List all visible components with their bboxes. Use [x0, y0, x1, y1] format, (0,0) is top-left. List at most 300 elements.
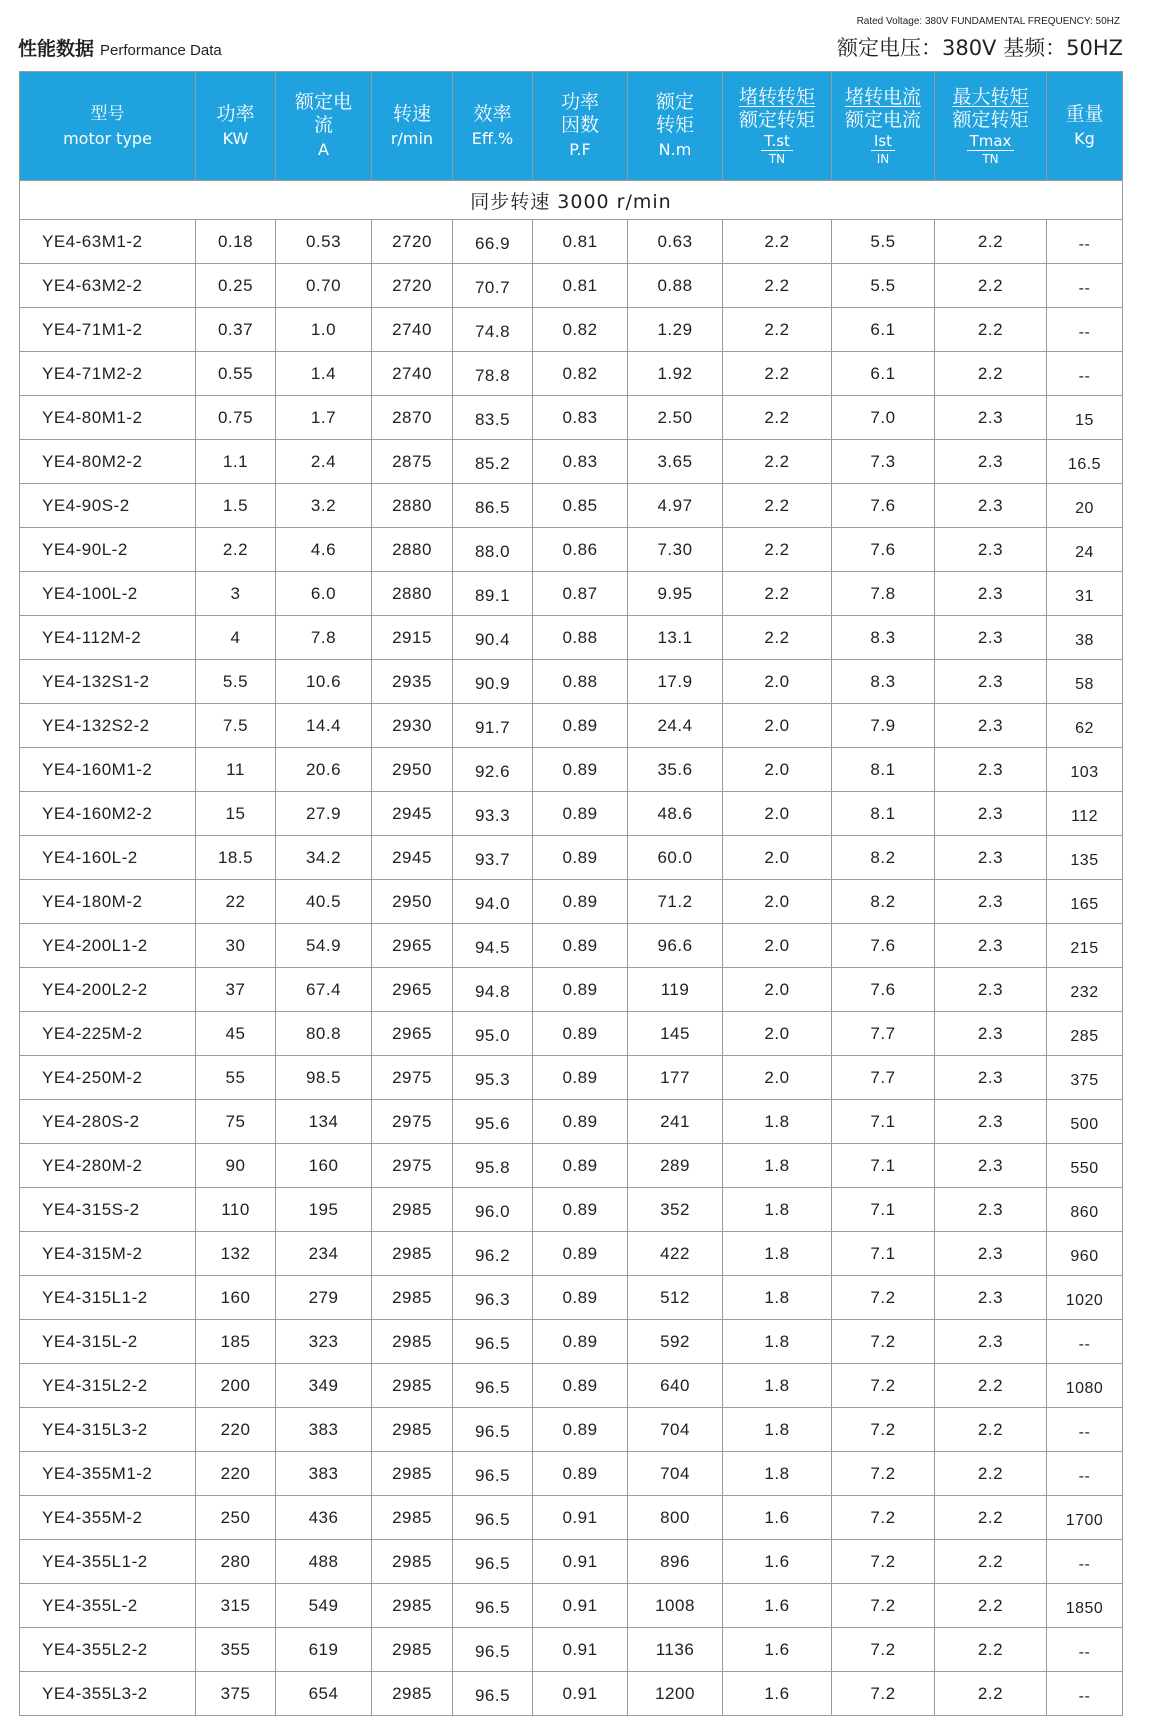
cell-tmax-ratio: 2.2 — [935, 1408, 1047, 1452]
cell-tst-ratio: 2.0 — [723, 748, 832, 792]
cell-power-factor: 0.89 — [533, 880, 628, 924]
cell-power: 90 — [196, 1144, 276, 1188]
cell-tst-ratio: 2.2 — [723, 352, 832, 396]
cell-model: YE4-315L3-2 — [20, 1408, 196, 1452]
cell-weight: 112 — [1047, 792, 1123, 836]
cell-tst-ratio: 1.6 — [723, 1496, 832, 1540]
cell-torque: 17.9 — [628, 660, 723, 704]
col-cn: 额定转矩 — [655, 91, 694, 136]
table-row — [20, 704, 1123, 748]
table-row — [20, 1276, 1123, 1320]
cell-weight: 285 — [1047, 1012, 1123, 1056]
cell-tst-ratio: 2.0 — [723, 792, 832, 836]
table-row — [20, 748, 1123, 792]
table-row — [20, 1012, 1123, 1056]
cell-tmax-ratio: 2.3 — [935, 440, 1047, 484]
table-row — [20, 880, 1123, 924]
table-row — [20, 1100, 1123, 1144]
cell-current: 383 — [276, 1452, 372, 1496]
cell-ist-ratio: 6.1 — [832, 352, 935, 396]
cell-tst-ratio: 2.0 — [723, 924, 832, 968]
cell-torque: 422 — [628, 1232, 723, 1276]
cell-power-factor: 0.89 — [533, 1056, 628, 1100]
cell-torque: 704 — [628, 1452, 723, 1496]
cell-torque: 512 — [628, 1276, 723, 1320]
cell-efficiency: 66.9 — [453, 220, 533, 264]
cell-weight: 1080 — [1047, 1364, 1123, 1408]
cell-power: 11 — [196, 748, 276, 792]
table-row — [20, 484, 1123, 528]
cell-power: 0.18 — [196, 220, 276, 264]
cell-tmax-ratio: 2.2 — [935, 1540, 1047, 1584]
cell-torque: 241 — [628, 1100, 723, 1144]
cell-model: YE4-100L-2 — [20, 572, 196, 616]
cell-weight: 860 — [1047, 1188, 1123, 1232]
cell-model: YE4-355L1-2 — [20, 1540, 196, 1584]
cell-power: 200 — [196, 1364, 276, 1408]
col-cn-top: 堵转转矩 — [738, 85, 815, 108]
cell-tmax-ratio: 2.3 — [935, 1144, 1047, 1188]
cell-model: YE4-225M-2 — [20, 1012, 196, 1056]
table-row — [20, 1540, 1123, 1584]
cell-efficiency: 83.5 — [453, 396, 533, 440]
cell-efficiency: 96.0 — [453, 1188, 533, 1232]
cell-ist-ratio: 5.5 — [832, 264, 935, 308]
cell-tst-ratio: 2.0 — [723, 704, 832, 748]
cell-torque: 0.63 — [628, 220, 723, 264]
cell-efficiency: 93.3 — [453, 792, 533, 836]
cell-tst-ratio: 2.2 — [723, 440, 832, 484]
cell-torque: 13.1 — [628, 616, 723, 660]
table-row — [20, 1628, 1123, 1672]
cell-tmax-ratio: 2.3 — [935, 1100, 1047, 1144]
cell-speed: 2985 — [372, 1408, 453, 1452]
cell-efficiency: 89.1 — [453, 572, 533, 616]
cell-weight: 550 — [1047, 1144, 1123, 1188]
cell-torque: 24.4 — [628, 704, 723, 748]
col-cn-top: 堵转电流 — [844, 85, 921, 108]
cell-efficiency: 70.7 — [453, 264, 533, 308]
cell-torque: 71.2 — [628, 880, 723, 924]
cell-torque: 119 — [628, 968, 723, 1012]
cell-speed: 2740 — [372, 308, 453, 352]
table-row — [20, 616, 1123, 660]
cell-speed: 2930 — [372, 704, 453, 748]
cell-speed: 2945 — [372, 836, 453, 880]
fraction-denominator: TN — [768, 151, 786, 166]
cell-speed: 2985 — [372, 1496, 453, 1540]
cell-current: 67.4 — [276, 968, 372, 1012]
cell-power: 220 — [196, 1452, 276, 1496]
table-row — [20, 572, 1123, 616]
cell-torque: 9.95 — [628, 572, 723, 616]
table-row — [20, 1496, 1123, 1540]
cell-power-factor: 0.85 — [533, 484, 628, 528]
cell-tst-ratio: 2.0 — [723, 660, 832, 704]
cell-ist-ratio: 7.8 — [832, 572, 935, 616]
cell-tst-ratio: 1.8 — [723, 1276, 832, 1320]
col-fraction — [761, 133, 793, 167]
cell-tst-ratio: 2.2 — [723, 308, 832, 352]
fraction-numerator: Tmax — [967, 133, 1015, 151]
cell-tst-ratio: 1.6 — [723, 1672, 832, 1716]
table-row — [20, 1452, 1123, 1496]
cell-current: 619 — [276, 1628, 372, 1672]
cell-speed: 2720 — [372, 220, 453, 264]
cell-model: YE4-90L-2 — [20, 528, 196, 572]
table-row — [20, 1408, 1123, 1452]
cell-current: 549 — [276, 1584, 372, 1628]
cell-current: 14.4 — [276, 704, 372, 748]
cell-model: YE4-80M2-2 — [20, 440, 196, 484]
cell-current: 1.0 — [276, 308, 372, 352]
cell-tst-ratio: 2.0 — [723, 1012, 832, 1056]
cell-torque: 35.6 — [628, 748, 723, 792]
cell-speed: 2985 — [372, 1628, 453, 1672]
cell-tmax-ratio: 2.2 — [935, 1672, 1047, 1716]
cell-power-factor: 0.89 — [533, 1408, 628, 1452]
cell-power-factor: 0.88 — [533, 660, 628, 704]
cell-current: 488 — [276, 1540, 372, 1584]
cell-power-factor: 0.82 — [533, 352, 628, 396]
cell-speed: 2935 — [372, 660, 453, 704]
col-locked-current-ratio — [832, 72, 935, 181]
cell-current: 436 — [276, 1496, 372, 1540]
cell-tst-ratio: 1.8 — [723, 1452, 832, 1496]
fraction-numerator: Ist — [871, 133, 895, 151]
cell-tmax-ratio: 2.3 — [935, 836, 1047, 880]
cell-ist-ratio: 7.1 — [832, 1188, 935, 1232]
cell-tmax-ratio: 2.2 — [935, 352, 1047, 396]
cell-speed: 2985 — [372, 1232, 453, 1276]
cell-speed: 2965 — [372, 924, 453, 968]
col-en: motor type — [63, 128, 152, 148]
cell-tmax-ratio: 2.3 — [935, 660, 1047, 704]
cell-ist-ratio: 8.3 — [832, 616, 935, 660]
cell-torque: 60.0 — [628, 836, 723, 880]
table-row — [20, 1188, 1123, 1232]
table-row — [20, 352, 1123, 396]
cell-ist-ratio: 6.1 — [832, 308, 935, 352]
cell-power: 0.55 — [196, 352, 276, 396]
cell-power-factor: 0.89 — [533, 1452, 628, 1496]
cell-tst-ratio: 1.6 — [723, 1540, 832, 1584]
cell-weight: 500 — [1047, 1100, 1123, 1144]
cell-power-factor: 0.89 — [533, 836, 628, 880]
col-en: KW — [222, 128, 249, 148]
cell-tmax-ratio: 2.3 — [935, 792, 1047, 836]
cell-ist-ratio: 7.1 — [832, 1232, 935, 1276]
cell-speed: 2985 — [372, 1452, 453, 1496]
cell-power: 55 — [196, 1056, 276, 1100]
cell-power: 375 — [196, 1672, 276, 1716]
cell-model: YE4-315M-2 — [20, 1232, 196, 1276]
cell-ist-ratio: 7.2 — [832, 1628, 935, 1672]
cell-tst-ratio: 1.8 — [723, 1408, 832, 1452]
cell-power-factor: 0.86 — [533, 528, 628, 572]
col-rated-torque — [628, 72, 723, 181]
cell-torque: 1008 — [628, 1584, 723, 1628]
cell-speed: 2985 — [372, 1188, 453, 1232]
col-speed — [372, 72, 453, 181]
col-weight — [1047, 72, 1123, 181]
cell-power: 45 — [196, 1012, 276, 1056]
table-row — [20, 836, 1123, 880]
table-row — [20, 1364, 1123, 1408]
cell-speed: 2965 — [372, 968, 453, 1012]
table-row — [20, 440, 1123, 484]
rated-info-cn: 额定电压：380V 基频：50HZ — [836, 36, 1123, 60]
table-row — [20, 1144, 1123, 1188]
cell-power-factor: 0.81 — [533, 264, 628, 308]
table-row — [20, 1056, 1123, 1100]
cell-efficiency: 95.6 — [453, 1100, 533, 1144]
cell-tmax-ratio: 2.3 — [935, 704, 1047, 748]
cell-tst-ratio: 2.2 — [723, 528, 832, 572]
cell-power-factor: 0.89 — [533, 1188, 628, 1232]
cell-tst-ratio: 1.8 — [723, 1320, 832, 1364]
cell-ist-ratio: 7.3 — [832, 440, 935, 484]
cell-tmax-ratio: 2.2 — [935, 264, 1047, 308]
cell-weight: 15 — [1047, 396, 1123, 440]
cell-weight: 20 — [1047, 484, 1123, 528]
cell-power: 1.5 — [196, 484, 276, 528]
cell-torque: 289 — [628, 1144, 723, 1188]
cell-model: YE4-80M1-2 — [20, 396, 196, 440]
cell-torque: 145 — [628, 1012, 723, 1056]
cell-efficiency: 96.5 — [453, 1364, 533, 1408]
cell-efficiency: 96.5 — [453, 1496, 533, 1540]
cell-model: YE4-112M-2 — [20, 616, 196, 660]
cell-tst-ratio: 1.6 — [723, 1628, 832, 1672]
cell-model: YE4-280M-2 — [20, 1144, 196, 1188]
cell-weight: -- — [1047, 1672, 1123, 1716]
cell-ist-ratio: 7.1 — [832, 1144, 935, 1188]
cell-efficiency: 95.0 — [453, 1012, 533, 1056]
cell-efficiency: 96.3 — [453, 1276, 533, 1320]
cell-power: 0.37 — [196, 308, 276, 352]
cell-model: YE4-355M-2 — [20, 1496, 196, 1540]
cell-current: 40.5 — [276, 880, 372, 924]
cell-power: 185 — [196, 1320, 276, 1364]
cell-current: 34.2 — [276, 836, 372, 880]
cell-current: 160 — [276, 1144, 372, 1188]
cell-torque: 896 — [628, 1540, 723, 1584]
cell-model: YE4-160L-2 — [20, 836, 196, 880]
table-row — [20, 528, 1123, 572]
cell-speed: 2975 — [372, 1056, 453, 1100]
cell-tmax-ratio: 2.3 — [935, 924, 1047, 968]
cell-tst-ratio: 2.2 — [723, 396, 832, 440]
cell-ist-ratio: 7.6 — [832, 484, 935, 528]
cell-power-factor: 0.88 — [533, 616, 628, 660]
cell-power: 37 — [196, 968, 276, 1012]
cell-efficiency: 96.2 — [453, 1232, 533, 1276]
performance-table — [19, 71, 1123, 1716]
cell-speed: 2985 — [372, 1584, 453, 1628]
cell-weight: 232 — [1047, 968, 1123, 1012]
cell-speed: 2945 — [372, 792, 453, 836]
cell-efficiency: 93.7 — [453, 836, 533, 880]
cell-tst-ratio: 2.2 — [723, 616, 832, 660]
cell-torque: 1.92 — [628, 352, 723, 396]
col-power — [196, 72, 276, 181]
col-cn-bottom: 额定转矩 — [952, 108, 1029, 131]
cell-model: YE4-63M1-2 — [20, 220, 196, 264]
col-motor-type — [20, 72, 196, 181]
cell-weight: 165 — [1047, 880, 1123, 924]
cell-power: 250 — [196, 1496, 276, 1540]
cell-tst-ratio: 1.8 — [723, 1232, 832, 1276]
cell-power: 75 — [196, 1100, 276, 1144]
cell-weight: 103 — [1047, 748, 1123, 792]
cell-tst-ratio: 2.0 — [723, 1056, 832, 1100]
col-cn: 效率 — [473, 102, 512, 125]
cell-ist-ratio: 7.6 — [832, 924, 935, 968]
cell-tmax-ratio: 2.2 — [935, 1584, 1047, 1628]
cell-efficiency: 74.8 — [453, 308, 533, 352]
cell-power-factor: 0.89 — [533, 748, 628, 792]
cell-ist-ratio: 7.1 — [832, 1100, 935, 1144]
cell-current: 10.6 — [276, 660, 372, 704]
cell-speed: 2740 — [372, 352, 453, 396]
cell-model: YE4-160M1-2 — [20, 748, 196, 792]
cell-model: YE4-355L2-2 — [20, 1628, 196, 1672]
cell-current: 0.53 — [276, 220, 372, 264]
cell-speed: 2950 — [372, 748, 453, 792]
cell-speed: 2985 — [372, 1672, 453, 1716]
cell-current: 195 — [276, 1188, 372, 1232]
cell-weight: -- — [1047, 1452, 1123, 1496]
cell-tmax-ratio: 2.3 — [935, 396, 1047, 440]
cell-tmax-ratio: 2.2 — [935, 1452, 1047, 1496]
cell-model: YE4-355M1-2 — [20, 1452, 196, 1496]
col-en: N.m — [658, 140, 692, 159]
cell-ist-ratio: 8.3 — [832, 660, 935, 704]
cell-current: 0.70 — [276, 264, 372, 308]
cell-current: 234 — [276, 1232, 372, 1276]
cell-efficiency: 96.5 — [453, 1628, 533, 1672]
cell-power-factor: 0.87 — [533, 572, 628, 616]
rated-info-en: Rated Voltage: 380V FUNDAMENTAL FREQUENCY: 50HZ — [856, 16, 1120, 27]
cell-torque: 7.30 — [628, 528, 723, 572]
cell-torque: 592 — [628, 1320, 723, 1364]
cell-ist-ratio: 7.2 — [832, 1540, 935, 1584]
cell-current: 1.7 — [276, 396, 372, 440]
cell-weight: 1020 — [1047, 1276, 1123, 1320]
cell-power: 3 — [196, 572, 276, 616]
cell-ist-ratio: 7.2 — [832, 1320, 935, 1364]
cell-tst-ratio: 2.2 — [723, 220, 832, 264]
cell-power: 220 — [196, 1408, 276, 1452]
cell-current: 27.9 — [276, 792, 372, 836]
cell-weight: 215 — [1047, 924, 1123, 968]
cell-weight: 16.5 — [1047, 440, 1123, 484]
cell-current: 54.9 — [276, 924, 372, 968]
cell-efficiency: 96.5 — [453, 1408, 533, 1452]
cell-ist-ratio: 8.2 — [832, 836, 935, 880]
cell-weight: 375 — [1047, 1056, 1123, 1100]
cell-tst-ratio: 1.8 — [723, 1188, 832, 1232]
cell-power-factor: 0.91 — [533, 1584, 628, 1628]
cell-tmax-ratio: 2.3 — [935, 1012, 1047, 1056]
cell-efficiency: 96.5 — [453, 1320, 533, 1364]
cell-weight: 62 — [1047, 704, 1123, 748]
cell-speed: 2880 — [372, 572, 453, 616]
title-cn: 性能数据 — [18, 38, 95, 60]
col-en: A — [318, 140, 329, 159]
cell-ist-ratio: 7.2 — [832, 1364, 935, 1408]
cell-model: YE4-315L1-2 — [20, 1276, 196, 1320]
cell-power: 2.2 — [196, 528, 276, 572]
cell-efficiency: 96.5 — [453, 1540, 533, 1584]
cell-power: 315 — [196, 1584, 276, 1628]
cell-torque: 640 — [628, 1364, 723, 1408]
cell-tst-ratio: 2.0 — [723, 836, 832, 880]
cell-power-factor: 0.89 — [533, 792, 628, 836]
cell-speed: 2880 — [372, 528, 453, 572]
table-row — [20, 308, 1123, 352]
cell-power: 7.5 — [196, 704, 276, 748]
table-row — [20, 264, 1123, 308]
cell-model: YE4-315S-2 — [20, 1188, 196, 1232]
col-fraction — [967, 133, 1015, 167]
cell-model: YE4-71M1-2 — [20, 308, 196, 352]
cell-model: YE4-200L1-2 — [20, 924, 196, 968]
cell-tst-ratio: 1.6 — [723, 1584, 832, 1628]
cell-power-factor: 0.89 — [533, 1012, 628, 1056]
cell-power: 5.5 — [196, 660, 276, 704]
cell-weight: 135 — [1047, 836, 1123, 880]
cell-weight: -- — [1047, 264, 1123, 308]
cell-ist-ratio: 7.2 — [832, 1584, 935, 1628]
cell-ist-ratio: 8.1 — [832, 792, 935, 836]
cell-torque: 1136 — [628, 1628, 723, 1672]
cell-current: 80.8 — [276, 1012, 372, 1056]
cell-model: YE4-315L2-2 — [20, 1364, 196, 1408]
section-label: 同步转速 3000 r/min — [20, 181, 1123, 220]
cell-current: 6.0 — [276, 572, 372, 616]
table-row — [20, 1320, 1123, 1364]
cell-torque: 704 — [628, 1408, 723, 1452]
col-power-factor — [533, 72, 628, 181]
cell-tst-ratio: 1.8 — [723, 1144, 832, 1188]
cell-speed: 2975 — [372, 1100, 453, 1144]
cell-tmax-ratio: 2.3 — [935, 616, 1047, 660]
cell-power: 132 — [196, 1232, 276, 1276]
cell-weight: 24 — [1047, 528, 1123, 572]
cell-current: 349 — [276, 1364, 372, 1408]
cell-efficiency: 88.0 — [453, 528, 533, 572]
cell-power-factor: 0.89 — [533, 1364, 628, 1408]
cell-ist-ratio: 7.7 — [832, 1012, 935, 1056]
cell-tst-ratio: 2.0 — [723, 968, 832, 1012]
cell-current: 1.4 — [276, 352, 372, 396]
cell-weight: -- — [1047, 1540, 1123, 1584]
col-fraction — [871, 133, 895, 167]
col-en: Kg — [1074, 128, 1095, 148]
table-row — [20, 1232, 1123, 1276]
cell-efficiency: 94.5 — [453, 924, 533, 968]
cell-current: 7.8 — [276, 616, 372, 660]
cell-speed: 2985 — [372, 1276, 453, 1320]
cell-current: 2.4 — [276, 440, 372, 484]
cell-power-factor: 0.89 — [533, 1276, 628, 1320]
cell-weight: 1700 — [1047, 1496, 1123, 1540]
cell-model: YE4-71M2-2 — [20, 352, 196, 396]
cell-tmax-ratio: 2.2 — [935, 1496, 1047, 1540]
cell-model: YE4-63M2-2 — [20, 264, 196, 308]
